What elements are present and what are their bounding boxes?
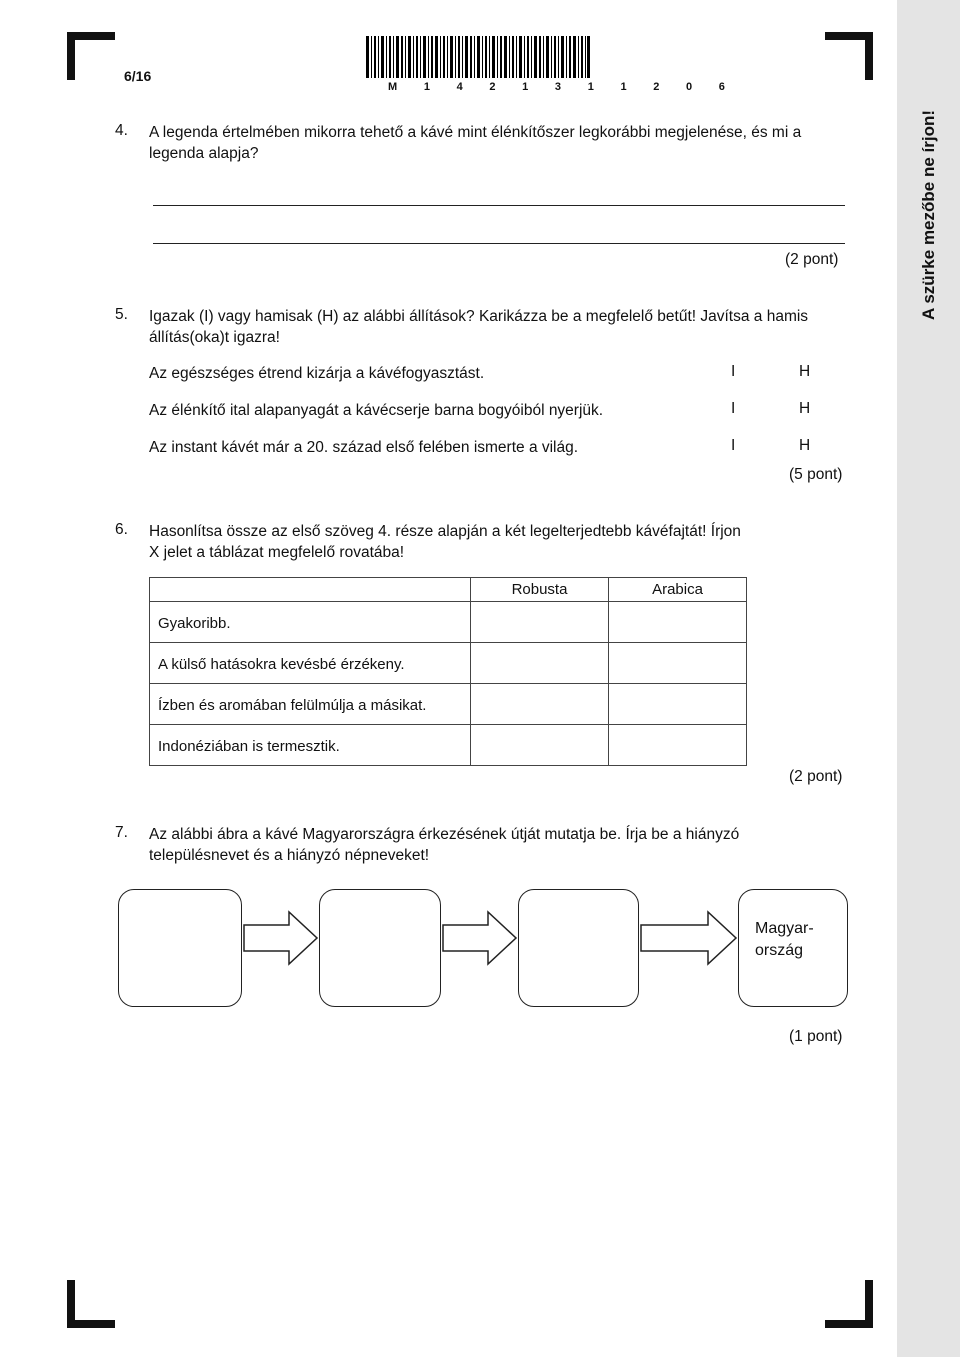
table-corner-cell — [150, 578, 471, 602]
arrow-right-icon — [640, 910, 738, 966]
statement-text: Az egészséges étrend kizárja a kávéfogyasztást. — [149, 365, 485, 382]
row-label: Ízben és aromában felülmúlja a másikat. — [150, 684, 471, 725]
answer-cell-robusta[interactable] — [471, 643, 609, 684]
answer-cell-arabica[interactable] — [609, 725, 747, 766]
question-7-points: (1 pont) — [789, 1028, 843, 1045]
comparison-table — [149, 577, 747, 766]
answer-cell-arabica[interactable] — [609, 602, 747, 643]
answer-cell-arabica[interactable] — [609, 684, 747, 725]
question-4-text-line1: A legenda értelmében mikorra tehető a kávé mint élénkítőszer legkorábbi megjelenése, és mi a — [149, 124, 802, 141]
arrow-right-icon — [243, 910, 319, 966]
answer-cell-arabica[interactable] — [609, 643, 747, 684]
corner-mark-top-right-v — [865, 32, 873, 80]
route-box-hungary-label-line2: ország — [755, 942, 804, 959]
statement-false-option[interactable]: H — [799, 437, 811, 454]
statement-false-option[interactable]: H — [799, 400, 811, 417]
row-label: Indonéziában is termesztik. — [150, 725, 471, 766]
row-label: A külső hatásokra kevésbé érzékeny. — [150, 643, 471, 684]
gray-margin-note: A szürke mezőbe ne írjon! — [919, 109, 938, 321]
statement-text: Az élénkítő ital alapanyagát a kávécserje barna bogyóiból nyerjük. — [149, 402, 604, 419]
question-6-number: 6. — [115, 521, 128, 538]
question-5-points: (5 pont) — [789, 466, 843, 483]
question-7-text-line2: településnevet és a hiányzó népneveket! — [149, 847, 430, 864]
table-row — [150, 643, 747, 684]
question-7-text-line1: Az alábbi ábra a kávé Magyarországra érkezésének útját mutatja be. Írja be a hiányzó — [149, 826, 740, 843]
statement-text: Az instant kávét már a 20. század első felében ismerte a világ. — [149, 439, 579, 456]
arrow-right-icon — [442, 910, 518, 966]
question-4-points: (2 pont) — [785, 251, 839, 268]
route-box-3[interactable] — [518, 889, 639, 1007]
question-6-text-line2: X jelet a táblázat megfelelő rovatába! — [149, 544, 405, 561]
corner-mark-bottom-left-v — [67, 1280, 75, 1328]
answer-cell-robusta[interactable] — [471, 725, 609, 766]
statement-true-option[interactable]: I — [731, 400, 736, 417]
table-row — [150, 684, 747, 725]
table-row — [150, 602, 747, 643]
question-5-text-line1: Igazak (I) vagy hamisak (H) az alábbi állítások? Karikázza be a megfelelő betűt! Javítsa a hamis — [149, 308, 809, 325]
question-6-points: (2 pont) — [789, 768, 843, 785]
statement-false-option[interactable]: H — [799, 363, 811, 380]
route-box-1[interactable] — [118, 889, 242, 1007]
question-5-number: 5. — [115, 306, 128, 323]
answer-line-2[interactable] — [153, 243, 845, 244]
statement-true-option[interactable]: I — [731, 363, 736, 380]
column-header-arabica: Arabica — [609, 578, 747, 602]
row-label: Gyakoribb. — [150, 602, 471, 643]
page-number: 6/16 — [124, 68, 152, 84]
question-5-text-line2: állítás(oka)t igazra! — [149, 329, 280, 346]
question-7-number: 7. — [115, 824, 128, 841]
corner-mark-top-left-v — [67, 32, 75, 80]
question-4-number: 4. — [115, 122, 128, 139]
answer-cell-robusta[interactable] — [471, 602, 609, 643]
statement-true-option[interactable]: I — [731, 437, 736, 454]
answer-line-1[interactable] — [153, 205, 845, 206]
barcode-number: M 1 4 2 1 3 1 1 2 0 6 — [388, 81, 737, 93]
corner-mark-bottom-right-v — [865, 1280, 873, 1328]
answer-cell-robusta[interactable] — [471, 684, 609, 725]
route-box-hungary-label-line1: Magyar- — [755, 920, 814, 937]
route-box-2[interactable] — [319, 889, 441, 1007]
column-header-robusta: Robusta — [471, 578, 609, 602]
question-6-text-line1: Hasonlítsa össze az első szöveg 4. része alapján a két legelterjedtebb kávéfajtát! Írjon — [149, 523, 741, 540]
table-row — [150, 725, 747, 766]
question-4-text-line2: legenda alapja? — [149, 145, 259, 162]
barcode-image — [366, 36, 590, 78]
